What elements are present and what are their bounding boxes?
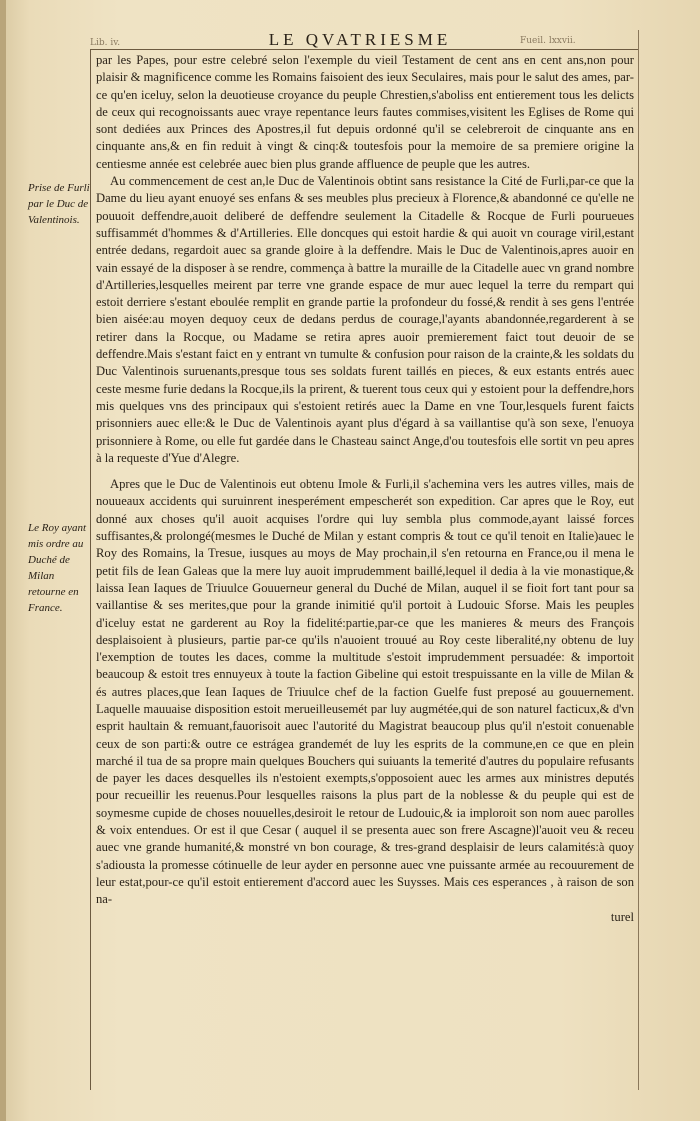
running-head: LE QVATRIESME: [268, 30, 452, 49]
book-spine: [0, 0, 6, 1121]
paragraph-milan: Apres que le Duc de Valentinois eut obtenu Imole & Furli,il s'achemina vers les autres villes, mais de nouueaux accidents qui suruinrent inesperément empescherét son expedition. Car apres que le Roy, eut donné aux choses qu'il auoit acquises l'ordre qui luy sembla plus commode,ayant laissé forces suffisantes,& prolongé(mesmes le Duché de Milan y estant compris & tout ce qu'il tenoit en Italie)auec le Roy des Romains, la Tresue, iusques au moys de May prochain,il s'en retourna en France,ou il mena le petit fils de Iean Galeas que la mere luy auoit imprudemment baillé,lequel il dedia à la vie monastique,& laissa Iean Iaques de Triuulce Gouuerneur general du Duché de Milan, auquel il se fioit fort tant pour sa vaillantise & ses merites,que pour la grande inimitié qu'il portoit à Ludouic Sforse. Mais les peuples d'iceluy estat ne garderent au Roy la fidelité:partie,par-ce que les manieres & meurs des François desplaisoient à plusieurs, partie par-ce qu'ils n'auoient trouué au Roy ceste liberalité,ny obtenu de luy l'exemption de toutes les daces, comme la multitude s'estoit imprudemment persuadée: & importoit beaucoup & estoit tres ennuyeux à toute la faction Gibeline qui estoit trespuissante en la ville de Milan & és autres places,que Iean Iaques de Triuulce chef de la faction Guelfe fust preposé au gouuernement. Laquelle mauuaise disposition estoit merueilleusemét par luy augmétée,qui de son naturel facticux,& d'vn esprit haultain & remuant,fauorisoit auec l'autorité du Magistrat beaucoup plus qu'il n'estoit conuenable ceux de son parti:& outre ce estrágea grandemét de luy les esprits de la commune,en ce que en plein marché il tua de sa propre main quelques Bouchers qui suiuants la temerité d'autres du populaire refusants de payer les daces desquelles ils n'estoient exempts,s'opposoient auec les armes aux ministres deputés pour recueillir les reuenus.Pour lesquelles raisons la plus part de la noblesse & du peuple qui est de soymesme cupide de choses nouuelles,desiroit le retour de Ludouic,& ia imploroit son nom auec parolles & voix entendues. Or est il que Cesar ( auquel il se presenta auec son frere Ascagne)l'auoit veu & receu auec vne grande humanité,& monstré vn bon courage, & tres-grand desplaisir de leurs calamités:à quoy s'adiousta la promesse cótinuelle de leur ayder en personne auec vne puissante armée au recouurement de leur estat,pour-ce qu'il estoit entierement d'accord auec les Suysses. Mais ces esperances , à raison de son na-: [96, 477, 634, 907]
side-note-furli: Prise de Furli par le Duc de Valentinois.: [28, 182, 90, 226]
manuscript-note: Lib. iv.: [90, 38, 121, 48]
catchword: turel: [610, 909, 634, 924]
side-note-milan: Le Roy ayant mis ordre au Duché de Milan retourne en France.: [28, 522, 87, 614]
top-rule: [90, 49, 638, 50]
right-margin-rule: [638, 30, 639, 1090]
paragraph-jubile: par les Papes, pour estre celebré selon l'exemple du vieil Testament de cent ans en cent ans,non pour plaisir & magnificence comme les Romains faisoient des ieux Seculaires, mais pour le salut des ames, par-ce qu'en iceluy, selon la deuotieuse croyance du peuple Chrestien,s'aboliss ent entierement tous les delicts de ceux qui recognoissants auec vraye repentance leurs fautes commises,visitent les Eglises de Rome qui sont dediées aux Princes des Apostres,il fut depuis ordonné qu'il se celebreroit de cinquante ans en cinquante ans,& en fin reduit à vingt & cinq:& toutesfois pour la memoire de sa premiere origine la centiesme année est celebrée auec bien plus grande affluence de peuple que les autres.: [96, 53, 634, 171]
manuscript-note-right: Fueil. lxxvii.: [520, 36, 576, 46]
paragraph-furli: Au commencement de cest an,le Duc de Valentinois obtint sans resistance la Cité de Furli,par-ce que la Dame du lieu ayant enuoyé ses enfans & ses meubles plus precieux à Florence,& abandonné ce qu'elle ne pouuoit deffendre,auoit deliberé de deffendre seulement la Citadelle & Rocque de Furli pourueues suffisammét d'hommes & d'Artilleries. Elle doncques qui estoit hardie & qui auoit vn courage viril,estant entrée dedans, regardoit auec sa grande gloire à la deffendre. Mais le Duc de Valentinois,apres auoir en vain essayé de la disposer à se rendre, commença à battre la muraille de la Citadelle auec vn grand nombre d'Artilleries,lesquelles meirent par terre vne grande espace de mur auec lequel la terre du rempart qui estoit derriere s'estant eboulée remplit en grande partie la profondeur du fossé,& rendit à ses gens l'entrée bien aisée:au moyen dequoy ceux de dedans perdus de courage,l'ayants abandonnée,regarderent à se retirer dans la Rocque, ou Madame se retira apres auoir premierement faict tout deuoir de se deffendre.Mais s'estant faict en y entrant vn tumulte & confusion pour raison de la crainte,& les soldats du Duc Valentinois suruenants,presque tous ses soldats furent taillés en pieces, & eux estants entrés auec ceste mesme furie dedans la Rocque,ils la prirent, & tuerent tous ceux qui y estoient pour la deffendre,hors mis quelques vns des principaux qui s'estoient retirés auec la Dame en vne Tour,lesquels furent faicts prisonniers auec elle:& le Duc de Valentinois ayant plus d'égard à sa vaillantise qu'à son sexe, l'enuoya prisonniere à Rome, ou elle fut gardée dans le Chasteau sainct Ange,d'ou toutesfois elle sortit vn peu apres à la requeste d'Yue d'Alegre.: [96, 174, 634, 465]
body-text: [96, 52, 634, 926]
